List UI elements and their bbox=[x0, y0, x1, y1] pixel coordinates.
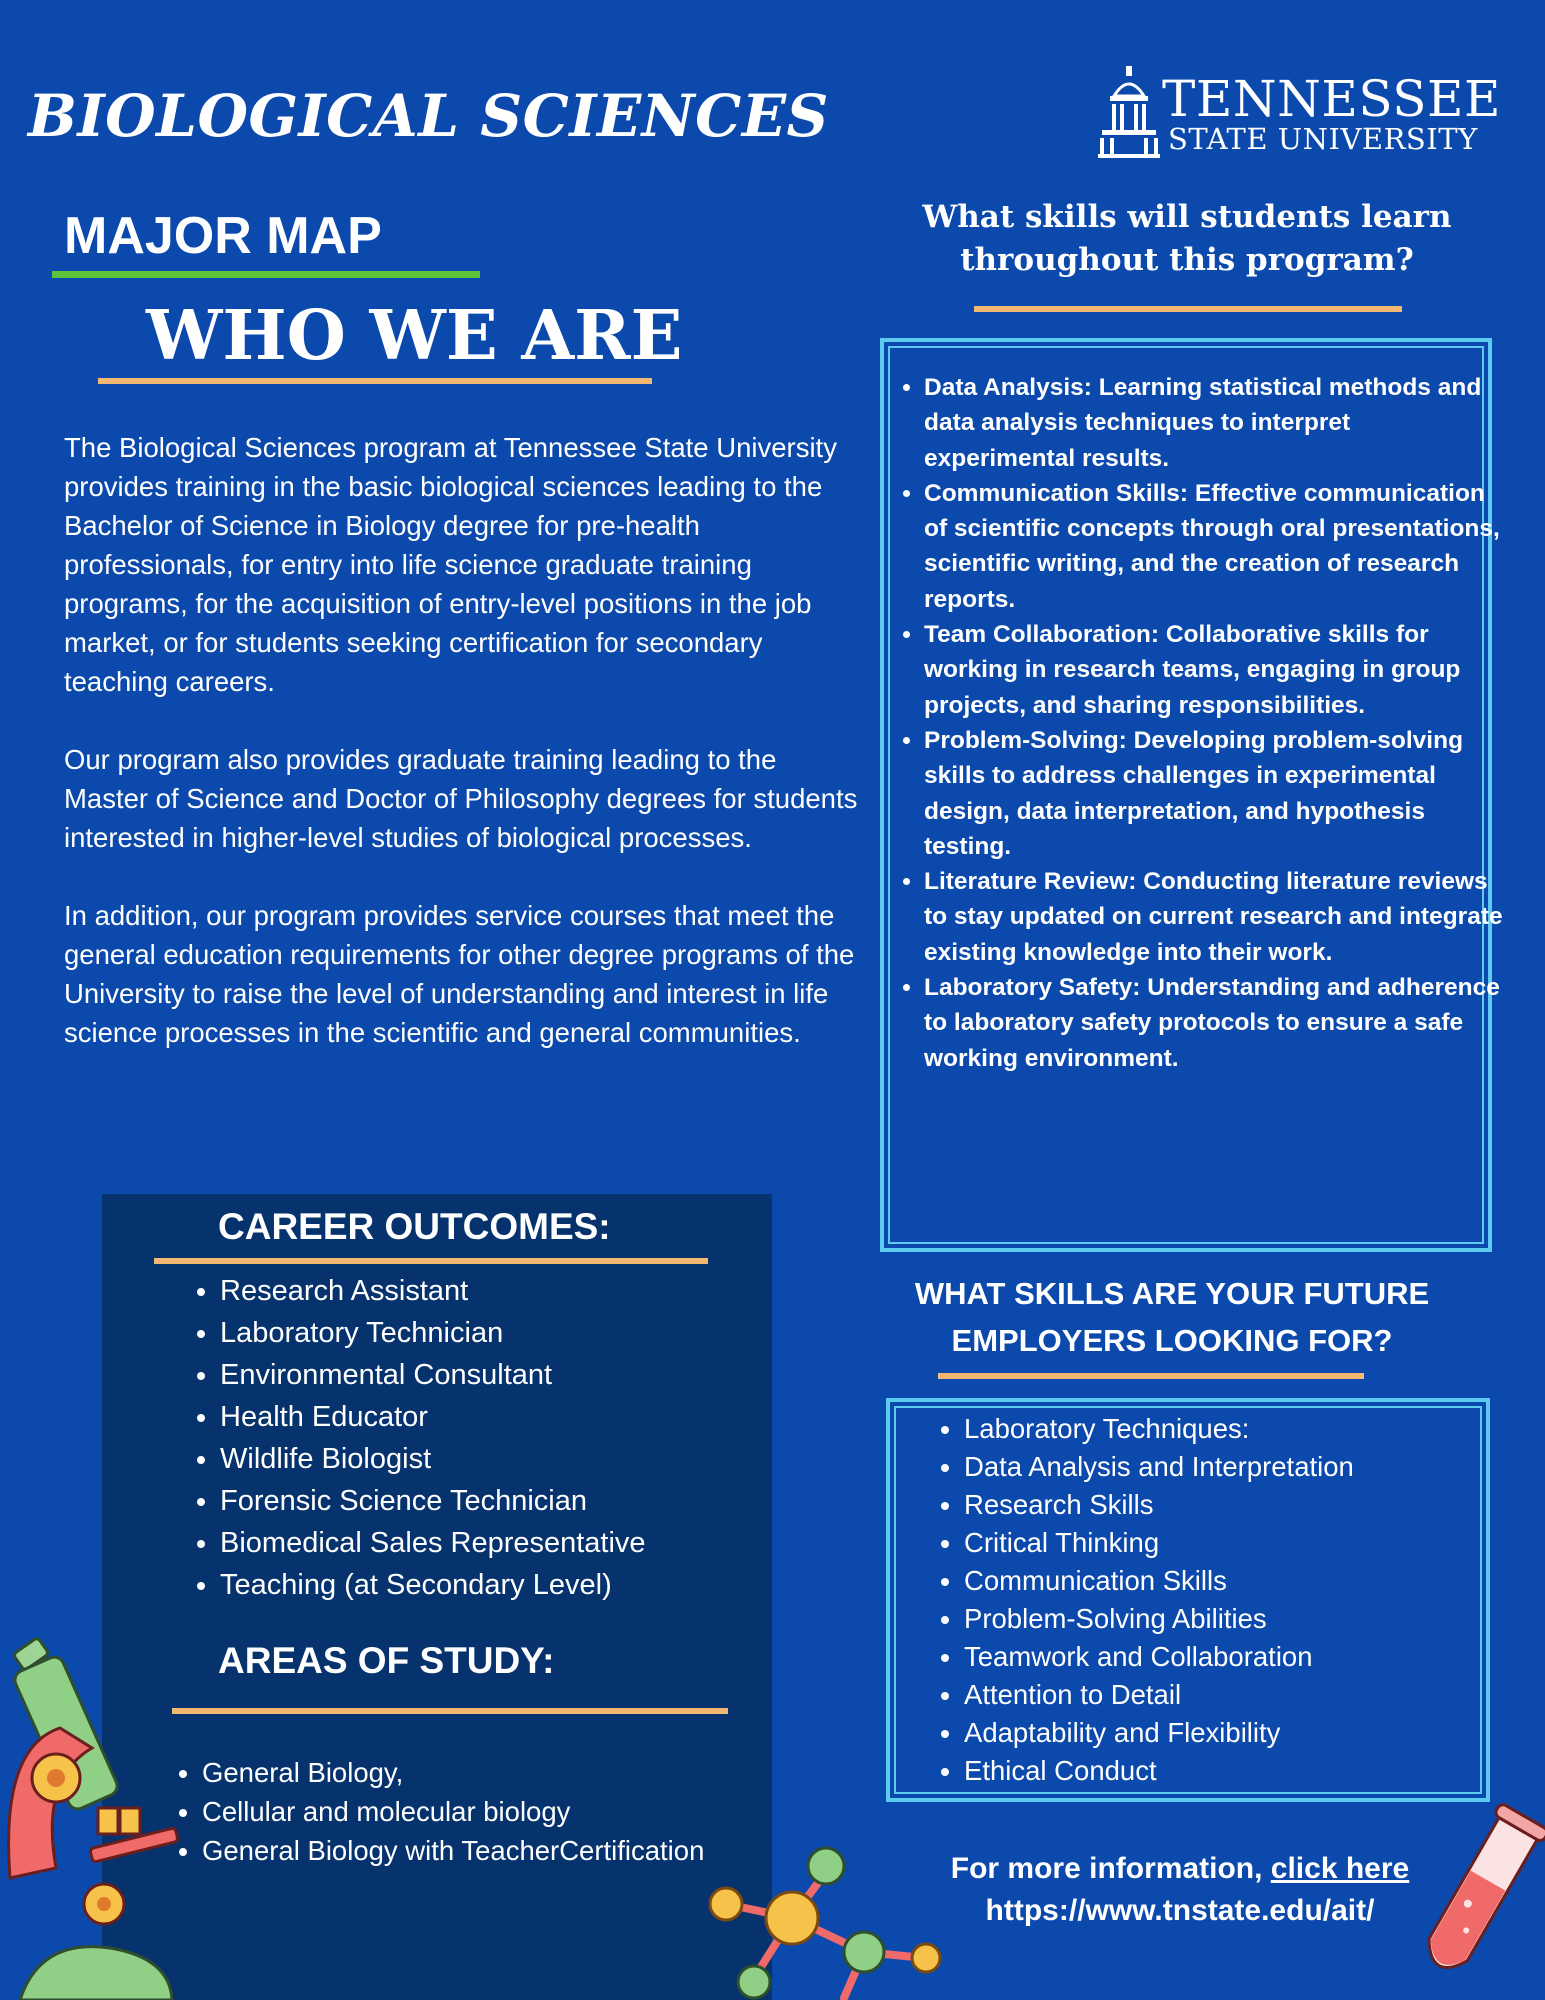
more-info-block bbox=[880, 1848, 1480, 1932]
list-item: • Communication Skills: Effective communication of scientific concepts through oral presentations, scientific writing, and the creation of research reports. bbox=[924, 476, 1504, 617]
list-item: • Laboratory Techniques: bbox=[964, 1410, 1354, 1448]
list-item: • Problem-Solving Abilities bbox=[964, 1600, 1354, 1638]
list-item: • Cellular and molecular biology bbox=[202, 1792, 704, 1831]
list-item: • Data Analysis and Interpretation bbox=[964, 1448, 1354, 1486]
who-paragraph-2: Our program also provides graduate training leading to the Master of Science and Doctor of Philosophy degrees for students interested in higher-level studies of biological processes. bbox=[64, 744, 858, 853]
list-item: • Laboratory Safety: Understanding and adherence to laboratory safety protocols to ensure a safe working environment. bbox=[924, 970, 1504, 1076]
career-outcomes-heading: CAREER OUTCOMES: bbox=[218, 1206, 611, 1247]
major-map-label: MAJOR MAP bbox=[64, 207, 382, 265]
list-item: • Laboratory Technician bbox=[220, 1312, 646, 1354]
list-item: • Teaching (at Secondary Level) bbox=[220, 1564, 646, 1606]
list-item: • General Biology, bbox=[202, 1753, 704, 1792]
logo-text-line2: STATE UNIVERSITY bbox=[1168, 122, 1478, 156]
list-item: • General Biology with TeacherCertification bbox=[202, 1831, 704, 1870]
career-outcomes-list bbox=[186, 1270, 646, 1606]
who-we-are-body bbox=[64, 428, 864, 1091]
test-tube-icon bbox=[1410, 1798, 1545, 2000]
list-item: • Research Skills bbox=[964, 1486, 1354, 1524]
employer-skills-question: WHAT SKILLS ARE YOUR FUTURE EMPLOYERS LOOKING FOR? bbox=[914, 1276, 1430, 1358]
click-here-link[interactable]: click here bbox=[1270, 1852, 1410, 1885]
major-map-underline bbox=[52, 271, 480, 278]
list-item: • Adaptability and Flexibility bbox=[964, 1714, 1354, 1752]
list-item: • Biomedical Sales Representative bbox=[220, 1522, 646, 1564]
who-we-are-underline bbox=[98, 378, 652, 384]
who-paragraph-1: The Biological Sciences program at Tennessee State University provides training in the basic biological sciences leading to the Bachelor of Science in Biology degree for pre-health professionals, for entry into life science graduate training programs, for the acquisition of entry-level positions in the job market, or for students seeking certification for secondary teaching careers. bbox=[64, 432, 837, 697]
who-paragraph-3: In addition, our program provides service courses that meet the general education requirements for other degree programs of the University to raise the level of understanding and interest in life science processes in the scientific and general communities. bbox=[64, 900, 855, 1048]
skills-learned-question: What skills will students learn throughout this program? bbox=[922, 199, 1452, 278]
more-info-line bbox=[880, 1848, 1480, 1890]
page-title: BIOLOGICAL SCIENCES bbox=[28, 82, 829, 150]
list-item: • Research Assistant bbox=[220, 1270, 646, 1312]
more-info-prefix: For more information, bbox=[950, 1852, 1271, 1885]
skills-learned-underline bbox=[974, 306, 1402, 312]
employer-skills-list bbox=[930, 1410, 1354, 1790]
list-item: • Teamwork and Collaboration bbox=[964, 1638, 1354, 1676]
list-item: • Data Analysis: Learning statistical methods and data analysis techniques to interpret experimental results. bbox=[924, 370, 1504, 476]
list-item: • Communication Skills bbox=[964, 1562, 1354, 1600]
microscope-icon bbox=[0, 1618, 190, 2000]
list-item: • Critical Thinking bbox=[964, 1524, 1354, 1562]
list-item: • Forensic Science Technician bbox=[220, 1480, 646, 1522]
employer-skills-underline bbox=[938, 1373, 1364, 1379]
list-item: • Team Collaboration: Collaborative skills for working in research teams, engaging in group projects, and sharing responsibilities. bbox=[924, 617, 1504, 723]
areas-of-study-underline bbox=[172, 1708, 728, 1714]
areas-of-study-heading: AREAS OF STUDY: bbox=[218, 1640, 555, 1681]
list-item: • Ethical Conduct bbox=[964, 1752, 1354, 1790]
list-item: • Attention to Detail bbox=[964, 1676, 1354, 1714]
list-item: • Problem-Solving: Developing problem-solving skills to address challenges in experimental design, data interpretation, and hypothesis testing. bbox=[924, 723, 1504, 864]
list-item: • Literature Review: Conducting literature reviews to stay updated on current research and integrate existing knowledge into their work. bbox=[924, 864, 1504, 970]
areas-of-study-list bbox=[168, 1753, 704, 1870]
list-item: • Wildlife Biologist bbox=[220, 1438, 646, 1480]
skills-learned-list bbox=[894, 370, 1504, 1076]
list-item: • Environmental Consultant bbox=[220, 1354, 646, 1396]
career-outcomes-underline bbox=[154, 1258, 708, 1264]
more-info-url[interactable]: https://www.tnstate.edu/ait/ bbox=[985, 1894, 1375, 1927]
who-we-are-heading: WHO WE ARE bbox=[146, 296, 683, 376]
logo-text-line1: TENNESSEE bbox=[1162, 70, 1501, 128]
building-dome-icon bbox=[1098, 66, 1160, 158]
list-item: • Health Educator bbox=[220, 1396, 646, 1438]
